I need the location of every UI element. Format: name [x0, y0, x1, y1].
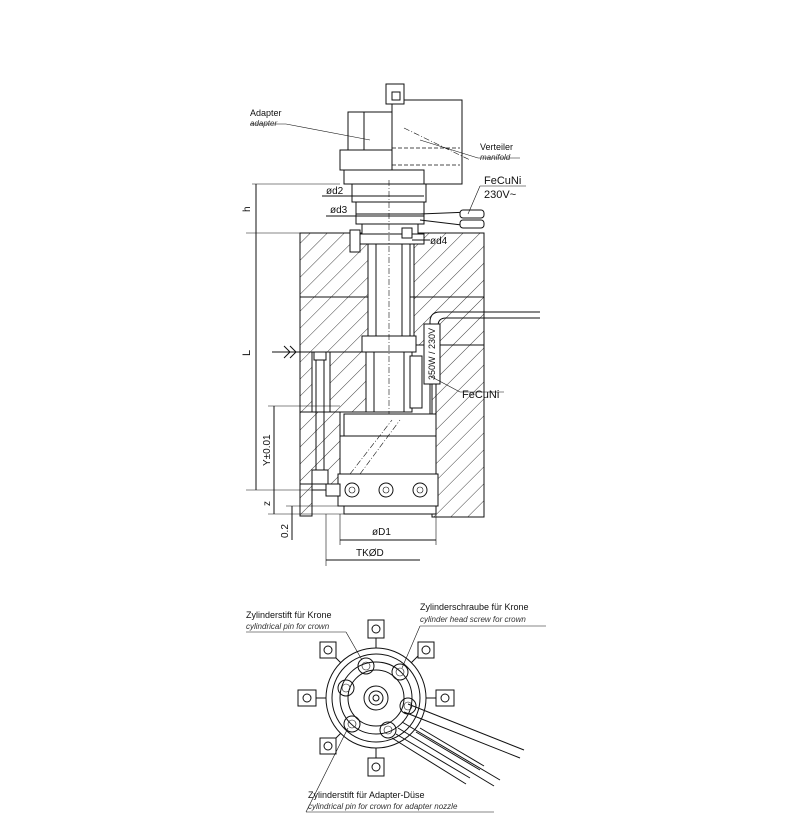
- adapter-label: Adapter: [250, 108, 282, 118]
- top-view: [246, 602, 546, 812]
- dim-gap: 0.2: [280, 524, 291, 538]
- dim-z: z: [262, 501, 273, 506]
- dim-Y: Y±0.01: [262, 434, 273, 466]
- dim-D1: øD1: [372, 527, 391, 538]
- flow-arrow: [272, 346, 300, 358]
- dim-d4: ød4: [430, 236, 448, 247]
- dim-h: h: [242, 206, 253, 212]
- section-view: [241, 84, 540, 566]
- manifold-label: Verteiler: [480, 142, 514, 152]
- dim-d3: ød3: [330, 205, 348, 216]
- manifold-sublabel: manifold: [480, 153, 511, 162]
- pin-adapter-label: Zylinderstift für Adapter-Düse: [308, 790, 425, 800]
- fecuni-top-label: FeCuNi: [484, 175, 522, 187]
- fecuni-side-label: FeCuNi: [462, 389, 500, 401]
- dim-d2: ød2: [326, 186, 344, 197]
- voltage-label: 230V~: [484, 189, 517, 201]
- dim-L: L: [241, 349, 253, 356]
- dim-TKD: TKØD: [356, 548, 384, 559]
- adapter-sublabel: adapter: [250, 119, 278, 128]
- pin-crown-label: Zylinderstift für Krone: [246, 610, 332, 620]
- screw-crown-sublabel: cylinder head screw for crown: [420, 615, 526, 624]
- pin-adapter-sublabel: cylindrical pin for crown for adapter nozzle: [308, 802, 458, 811]
- pin-crown-sublabel: cylindrical pin for crown: [246, 622, 330, 631]
- screw-crown-label: Zylinderschraube für Krone: [420, 602, 529, 612]
- heater-rating-label: 350W / 230V: [427, 327, 437, 380]
